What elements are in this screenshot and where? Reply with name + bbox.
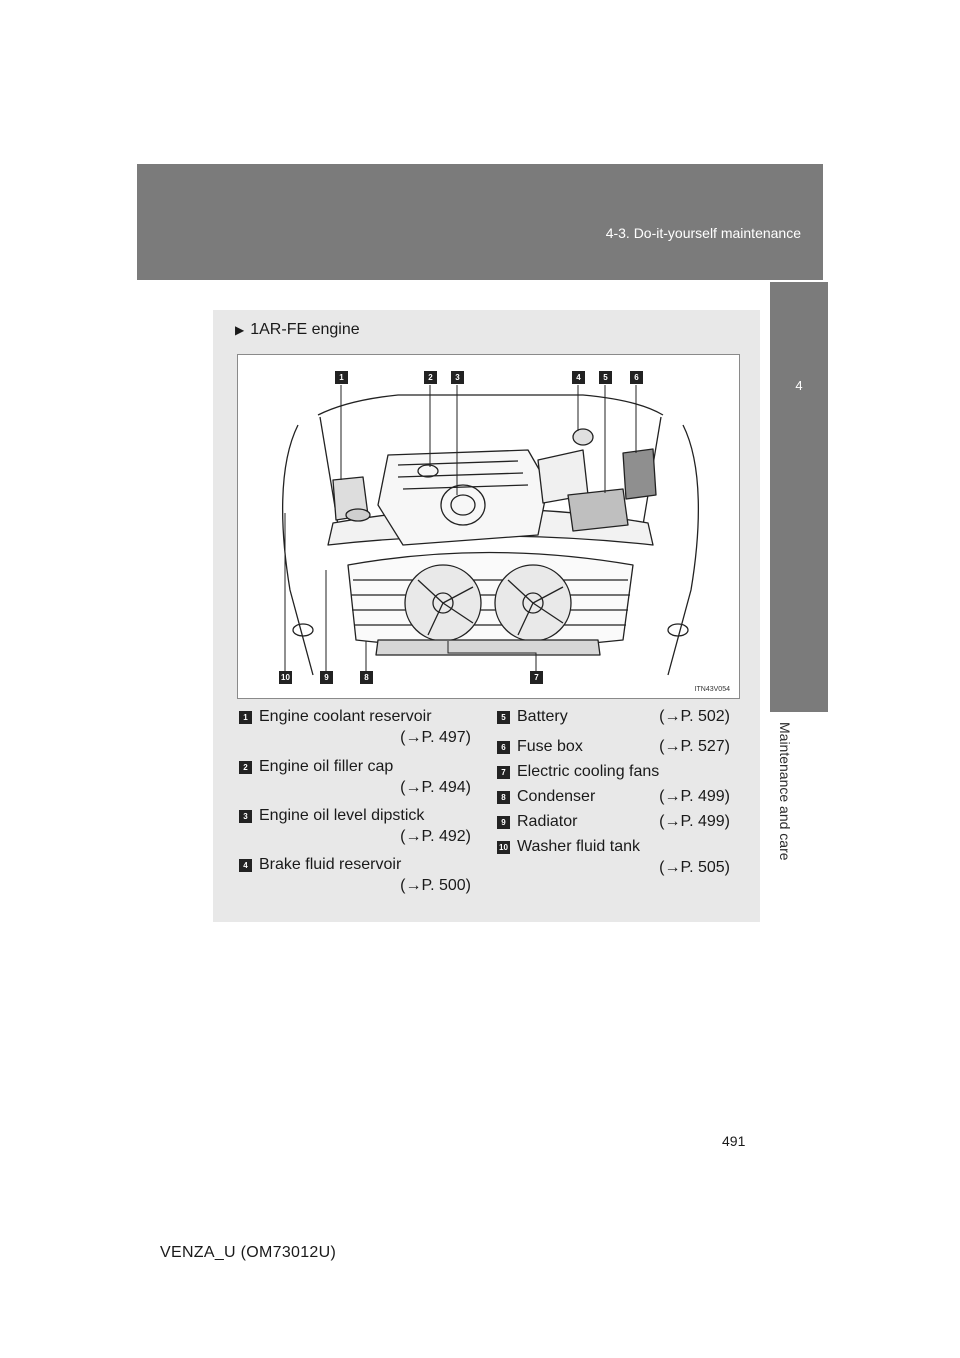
legend-badge: 5 xyxy=(497,711,510,724)
legend-label: Radiator xyxy=(517,813,578,830)
callout-7: 7 xyxy=(530,671,543,684)
page-reference: (→P. 499) xyxy=(659,813,730,830)
legend-item-washer-fluid-tank xyxy=(497,837,730,879)
page-reference: (→P. 527) xyxy=(659,738,730,755)
callout-6: 6 xyxy=(630,371,643,384)
content-panel xyxy=(213,310,760,922)
callout-1: 1 xyxy=(335,371,348,384)
legend-badge: 1 xyxy=(239,711,252,724)
legend-item-battery xyxy=(497,707,730,729)
chapter-title-vertical xyxy=(763,722,807,892)
chapter-tab xyxy=(770,282,828,712)
legend-badge: 8 xyxy=(497,791,510,804)
legend-label: Engine coolant reservoir xyxy=(259,708,432,725)
legend-item-oil-dipstick xyxy=(239,806,471,848)
engine-compartment-illustration xyxy=(237,354,740,699)
page-reference: (→P. 499) xyxy=(659,788,730,805)
legend-item-radiator xyxy=(497,812,730,834)
legend-label: Engine oil filler cap xyxy=(259,758,394,775)
callout-10: 10 xyxy=(279,671,292,684)
header-band xyxy=(137,164,823,280)
legend-badge: 3 xyxy=(239,810,252,823)
figure-code: ITN43V054 xyxy=(694,686,730,693)
legend-item-cooling-fans xyxy=(497,762,730,784)
panel-title-text: 1AR-FE engine xyxy=(250,321,360,338)
legend-badge: 10 xyxy=(497,841,510,854)
page-reference: (→P. 492) xyxy=(400,828,471,845)
legend-item-fuse-box xyxy=(497,737,730,759)
legend-label: Brake fluid reservoir xyxy=(259,856,402,873)
legend-item-condenser xyxy=(497,787,730,809)
legend-label: Electric cooling fans xyxy=(517,763,660,780)
legend-item-brake-fluid-reservoir xyxy=(239,855,471,897)
chapter-title: Maintenance and care xyxy=(777,722,793,861)
chapter-number: 4 xyxy=(795,378,803,393)
legend-badge: 4 xyxy=(239,859,252,872)
legend-badge: 7 xyxy=(497,766,510,779)
callout-9: 9 xyxy=(320,671,333,684)
callout-2: 2 xyxy=(424,371,437,384)
footer-code: VENZA_U (OM73012U) xyxy=(160,1244,337,1261)
engine-drawing xyxy=(238,355,739,698)
legend-item-coolant-reservoir xyxy=(239,707,471,749)
triangle-bullet-icon: ▶ xyxy=(235,323,245,337)
legend-label: Washer fluid tank xyxy=(517,838,641,855)
callout-3: 3 xyxy=(451,371,464,384)
section-title: 4-3. Do-it-yourself maintenance xyxy=(605,225,801,241)
legend-badge: 6 xyxy=(497,741,510,754)
legend-item-oil-filler-cap xyxy=(239,757,471,799)
page-reference: (→P. 502) xyxy=(659,708,730,725)
legend-label: Battery xyxy=(517,708,568,725)
callout-4: 4 xyxy=(572,371,585,384)
legend-badge: 2 xyxy=(239,761,252,774)
legend-badge: 9 xyxy=(497,816,510,829)
legend-label: Engine oil level dipstick xyxy=(259,807,425,824)
callout-8: 8 xyxy=(360,671,373,684)
page-reference: (→P. 494) xyxy=(400,779,471,796)
page-reference: (→P. 497) xyxy=(400,729,471,746)
callout-5: 5 xyxy=(599,371,612,384)
panel-title xyxy=(235,321,360,339)
page-reference: (→P. 505) xyxy=(659,859,730,876)
legend-label: Fuse box xyxy=(517,738,583,755)
legend-label: Condenser xyxy=(517,788,596,805)
page-number: 491 xyxy=(722,1133,746,1149)
page-reference: (→P. 500) xyxy=(400,877,471,894)
